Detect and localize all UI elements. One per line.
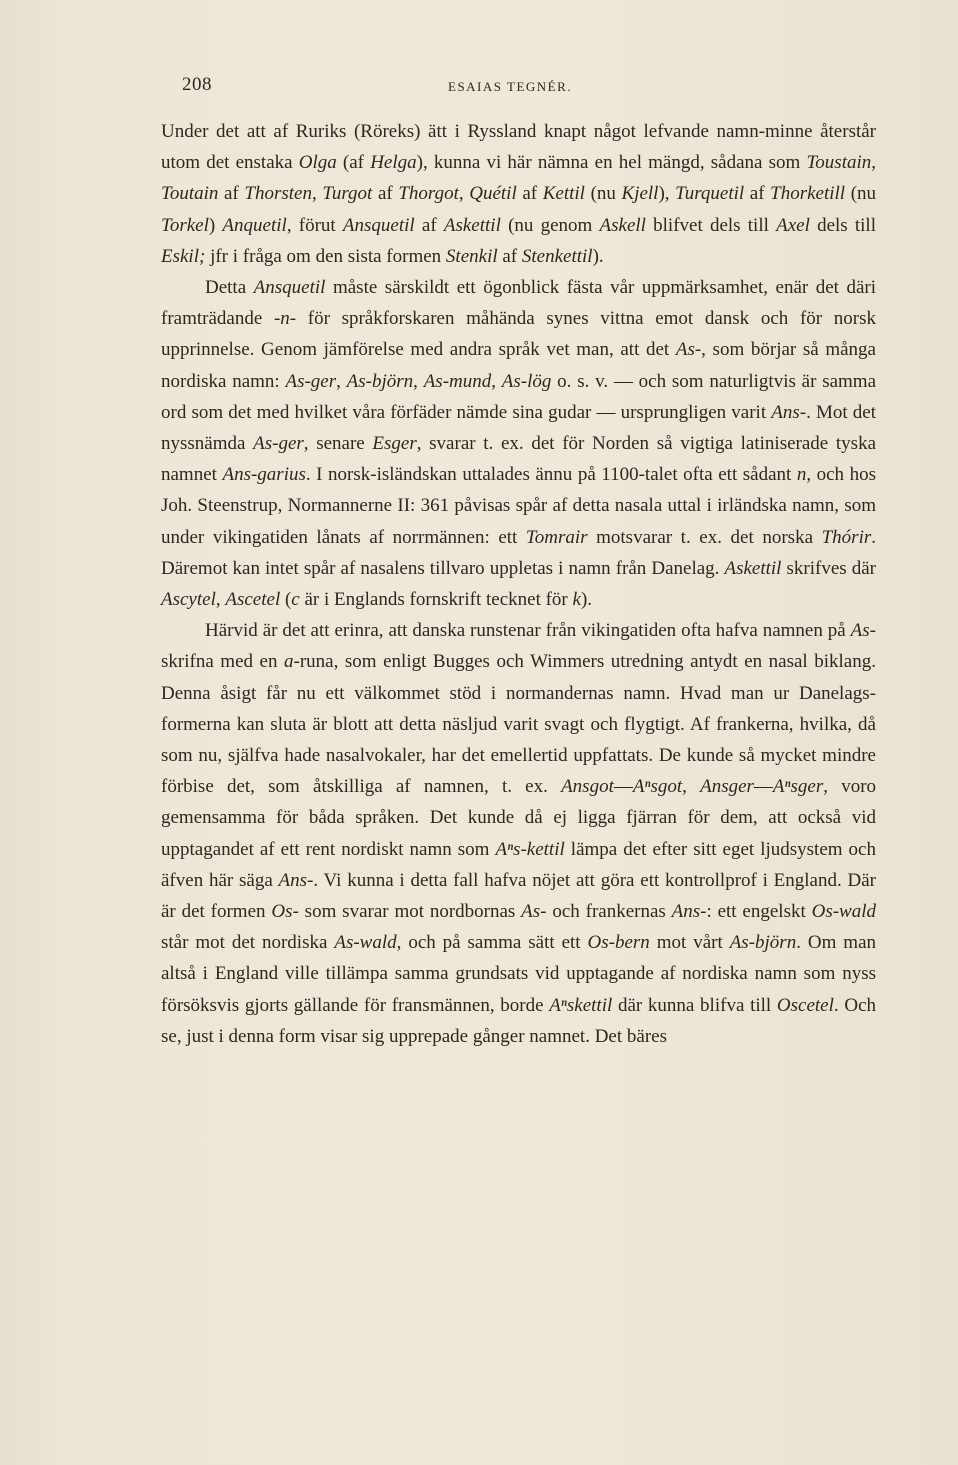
- text-run: . Däremot kan intet spår af nasalens tillvaro uppletas i namn från Danelag.: [161, 526, 876, 579]
- body-text: [161, 116, 876, 1052]
- text-run: ,: [491, 370, 502, 392]
- text-run: , svarar t. ex. det för Norden så vigtiga latiniserade tyska namnet: [161, 433, 876, 486]
- italic-term: Askettil: [443, 214, 501, 236]
- italic-term: Thorketill: [770, 183, 846, 205]
- text-run: o. s. v. — och som naturligtvis är samma ord som det med hvilket våra förfäder nämde sina gudar — ursprungligen varit: [161, 370, 877, 423]
- italic-term: Ans-garius: [222, 464, 306, 486]
- italic-term: n: [796, 464, 807, 486]
- italic-term: Oscetel: [776, 994, 834, 1016]
- italic-term: Ansquetil: [253, 277, 326, 299]
- italic-term: Kjell: [621, 183, 659, 205]
- italic-term: As-mund: [423, 370, 492, 392]
- text-run: . Om man altså i England ville tillämpa samma grundsats vid upptagande af nordiska namn som nyss försöksvis gjorts gällande för fransmännen, borde: [161, 932, 877, 1016]
- text-run: skrifna med en: [161, 651, 285, 673]
- italic-term: a: [284, 651, 294, 673]
- italic-term: Ans-: [278, 869, 314, 891]
- italic-term: Ascytel: [161, 589, 216, 611]
- italic-term: As-ger: [253, 433, 304, 455]
- text-run: ,: [458, 183, 470, 205]
- text-run: . Mot det nyssnämda: [161, 401, 876, 455]
- italic-term: Ans-: [671, 901, 707, 923]
- text-run: af: [516, 183, 543, 205]
- italic-term: -n-: [273, 308, 297, 330]
- text-run: måste särskildt ett ögonblick fästa vår uppmärksamhet, enär det däri framträdande: [161, 277, 876, 330]
- text-run: , förut: [286, 214, 343, 236]
- italic-term: Ansger: [700, 776, 754, 798]
- text-run: jfr i fråga om den sista formen: [205, 245, 446, 267]
- text-run: mot vårt: [649, 932, 730, 954]
- text-run: ,: [871, 152, 877, 174]
- text-run: , voro gemensamma för båda språken. Det kunde då ej ligga fjärran för dem, att också vid upptagandet af ett rent nordiskt namn som: [161, 776, 877, 860]
- italic-term: Thorgot: [398, 183, 459, 205]
- italic-term: Os-wald: [811, 901, 876, 923]
- italic-term: Stenkettil: [521, 245, 593, 267]
- text-run: lämpa det efter sitt eget ljudsystem och äfven här säga: [161, 838, 876, 891]
- italic-term: As-björn: [346, 370, 414, 392]
- text-run: ), kunna vi här nämna en hel mängd, sådana som: [416, 152, 807, 174]
- text-run: Detta: [205, 277, 254, 299]
- text-run: står mot det nordiska: [161, 932, 335, 954]
- text-run: af: [497, 245, 522, 267]
- text-run: . Och se, just i denna form visar sig upprepade gånger namnet. Det bäres: [161, 994, 876, 1047]
- page-header: [182, 74, 832, 104]
- text-run: , som börjar så många nordiska namn:: [161, 339, 876, 392]
- text-run: skrifves där: [781, 557, 876, 579]
- text-run: ).: [580, 589, 593, 611]
- italic-term: Helga: [370, 152, 417, 174]
- italic-term: Ascetel: [225, 589, 281, 611]
- italic-term: Ansquetil: [342, 214, 415, 236]
- text-run: -runa, som enligt Bugges och Wimmers utredning antydt en nasal biklang. Denna åsigt får nu ett välkommet stöd i normandernas namn. Hvad man ur Danelags-formerna kan sluta är blott att detta näsljud varit svagt och flygtigt. Af frankerna, hvilka, då som nu, själfva hade nasalvokaler, har det emellertid uppfattats. De kunde så mycket mindre förbise det, som åtskilliga af namnen, t. ex.: [161, 651, 876, 798]
- text-run: motsvarar t. ex. det norska: [587, 526, 822, 548]
- italic-term: Turquetil: [675, 183, 745, 205]
- italic-term: Thorsten: [244, 183, 312, 205]
- text-run: . I norsk-isländskan uttalades ännu på 1100-talet ofta ett sådant: [305, 464, 797, 486]
- italic-term: As-lög: [501, 370, 552, 392]
- italic-term: As-wald: [334, 932, 397, 954]
- italic-term: Ans-: [771, 401, 807, 423]
- text-run: (nu: [584, 183, 622, 205]
- text-run: för språkforskaren måhända synes vittna emot dansk och för norsk upprinnelse. Genom jämförelse med andra språk vet man, att det: [161, 308, 876, 361]
- text-run: ,: [311, 183, 323, 205]
- italic-term: Aⁿs-kettil: [495, 838, 565, 860]
- italic-term: Torkel: [161, 214, 209, 236]
- italic-term: As-: [521, 901, 547, 923]
- text-run: (: [280, 589, 292, 611]
- text-run: , och på samma sätt ett: [396, 932, 588, 954]
- italic-term: Anquetil: [222, 214, 287, 236]
- italic-term: Quétil: [469, 183, 517, 205]
- italic-term: Kettil: [542, 183, 585, 205]
- italic-term: c: [291, 589, 300, 611]
- text-run: af: [414, 214, 444, 236]
- text-run: —: [753, 776, 773, 798]
- italic-term: Ansgot: [561, 776, 614, 798]
- paragraph-1: [161, 116, 876, 272]
- text-run: af: [744, 183, 771, 205]
- text-run: , och hos Joh. Steenstrup, Normannerne II: 361 påvisas spår af detta nasala uttal i irländska namn, som under vikingatiden lånats af norrmännen: ett: [161, 464, 876, 548]
- page-number: 208: [182, 74, 212, 95]
- text-run: . Vi kunna i detta fall hafva nöjet att göra ett kontrollprof i England. Där är det formen: [161, 869, 877, 923]
- text-run: ).: [592, 245, 604, 267]
- italic-term: Aⁿskettil: [549, 994, 613, 1016]
- italic-term: Eskil;: [161, 245, 206, 267]
- italic-term: Tomrair: [525, 526, 588, 548]
- text-run: ,: [336, 370, 347, 392]
- text-run: är i Englands fornskrift tecknet för: [299, 589, 573, 611]
- italic-term: As-: [675, 339, 702, 361]
- italic-term: As-ger: [285, 370, 337, 392]
- italic-term: Stenkil: [445, 245, 498, 267]
- text-run: som svarar mot nordbornas: [298, 901, 522, 923]
- italic-term: Esger: [372, 433, 417, 455]
- italic-term: Askettil: [724, 557, 782, 579]
- paragraph-3: [161, 615, 876, 1052]
- paragraph-2: [161, 272, 876, 615]
- text-run: (nu genom: [500, 214, 600, 236]
- italic-term: As-björn: [729, 932, 797, 954]
- italic-term: As-: [850, 620, 876, 642]
- italic-term: k: [572, 589, 581, 611]
- text-run: ): [208, 214, 223, 236]
- italic-term: Os-: [271, 901, 299, 923]
- text-run: ,: [413, 370, 424, 392]
- italic-term: Axel: [776, 214, 810, 236]
- text-run: (af: [336, 152, 371, 174]
- text-run: dels till: [809, 214, 876, 236]
- text-run: där kunna blifva till: [612, 994, 777, 1016]
- text-run: —: [613, 776, 633, 798]
- italic-term: Aⁿsgot: [632, 776, 683, 798]
- text-run: och frankernas: [546, 901, 672, 923]
- text-run: ,: [682, 776, 701, 798]
- italic-term: Olga: [298, 152, 337, 174]
- text-run: blifvet dels till: [645, 214, 777, 236]
- text-run: Under det att af Ruriks (Röreks) ätt i Ryssland knapt något lefvande namn-minne återstår utom det enstaka: [161, 121, 876, 174]
- italic-term: Askell: [599, 214, 646, 236]
- italic-term: Thórir: [821, 526, 872, 548]
- running-head: ESAIAS TEGNÉR.: [448, 79, 573, 94]
- text-run: : ett engelskt: [706, 901, 812, 923]
- text-run: , senare: [303, 433, 373, 455]
- italic-term: Aⁿsger: [772, 776, 824, 798]
- text-run: ),: [658, 183, 676, 205]
- italic-term: Toutain: [161, 183, 219, 205]
- text-run: af: [218, 183, 245, 205]
- text-run: af: [372, 183, 399, 205]
- italic-term: Turgot: [322, 183, 373, 205]
- italic-term: Os-bern: [587, 932, 650, 954]
- text-run: (nu: [845, 183, 877, 205]
- italic-term: Toustain: [806, 152, 872, 174]
- text-run: ,: [215, 589, 226, 611]
- text-run: Härvid är det att erinra, att danska runstenar från vikingatiden ofta hafva namnen på: [205, 620, 851, 642]
